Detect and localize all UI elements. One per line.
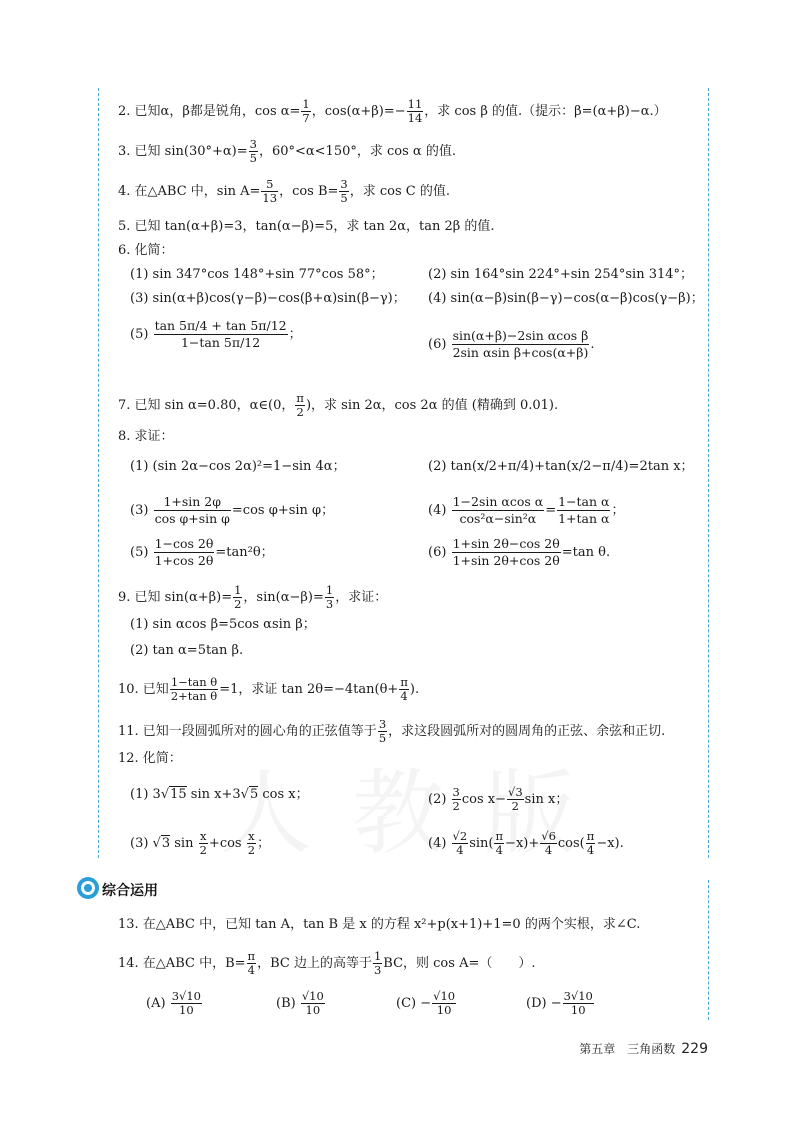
problem-8-item-5: (5) $\frac{1-\cos 2\theta}{1+\cos 2\theta}$ =tan²θ； [130, 536, 274, 568]
right-dashed-border [708, 88, 709, 858]
problem-6-item-6: (6) $\frac{\text{sin(α+β)−2sin αcos β}}{\text{2sin αsin β+cos(α+β)}}$ . [428, 328, 595, 360]
problem-6-title: 6. 化简： [118, 243, 174, 258]
problem-12-item-2: (2) $\frac{3}{2}$ cos x− $\frac{√3}{2}$ sin x； [428, 785, 569, 813]
problem-6-item-5: (5) $\frac{\tan 5\pi/4 + \tan 5\pi/12}{1-\tan 5\pi/12}$ ； [130, 318, 302, 350]
problem-11: 11. 已知一段圆弧所对的圆心角的正弦值等于 $\frac{3}{5}$ ，求这段圆弧所对的圆周角的正弦、余弦和正切. [118, 717, 666, 745]
problem-14: 14. 在△ABC 中，B= $\frac{\pi}{4}$ ，BC 边上的高等于 $\frac{1}{3}$ BC，则 cos A=（ ）. [118, 949, 536, 977]
problem-14-option-c[interactable]: (C) − $\frac{√10}{10}$ [396, 989, 456, 1017]
problem-9-item-2: (2) tan α=5tan β. [130, 643, 244, 658]
problem-4: 4. 在△ABC 中，sin A= $\frac{5}{13}$ ，cos B= $\frac{3}{5}$ ，求 cos C 的值. [118, 177, 451, 205]
problem-8-item-4: (4) $\frac{\text{1−2sin αcos α}}{\text{cos²α−sin²α}}$ = $\frac{\text{1−tan α}}{\text{1+tan α}}$ ； [428, 494, 625, 526]
section-target-icon [76, 876, 100, 900]
right-dashed-border-lower [708, 880, 709, 1020]
page-footer [579, 1040, 708, 1057]
problem-9: 9. 已知 sin(α+β)= $\frac{1}{2}$ ，sin(α−β)= $\frac{1}{3}$ ，求证： [118, 583, 388, 611]
problem-6-item-3: (3) sin(α+β)cos(γ−β)−cos(β+α)sin(β−γ)； [130, 291, 406, 306]
problem-12-item-4: (4) $\frac{√2}{4}$ sin( $\frac{\pi}{4}$ −x)+ $\frac{√6}{4}$ cos( $\frac{\pi}{4}$ −x). [428, 829, 624, 857]
problem-8-item-6: (6) $\frac{1+\sin 2\theta-\cos 2\theta}{1+\sin 2\theta+\cos 2\theta}$ =tan θ. [428, 536, 611, 568]
problem-5: 5. 已知 tan(α+β)=3，tan(α−β)=5，求 tan 2α，tan 2β 的值. [118, 219, 495, 234]
problem-12-item-1: (1) 3√15 sin x+3√5 cos x； [130, 787, 309, 802]
problem-7: 7. 已知 sin α=0.80，α∈(0， $\frac{\pi}{2}$ )，求 sin 2α，cos 2α 的值 (精确到 0.01). [118, 391, 559, 419]
page-number: 229 [681, 1041, 708, 1057]
problem-8-title: 8. 求证： [118, 429, 174, 444]
problem-8-item-3: (3) $\frac{1+\sin 2\varphi}{\text{cos φ+sin φ}}$ =cos φ+sin φ； [130, 494, 335, 526]
problem-8-item-1: (1) (sin 2α−cos 2α)²=1−sin 4α； [130, 459, 346, 474]
problem-9-item-1: (1) sin αcos β=5cos αsin β； [130, 617, 316, 632]
problem-2: 2. 已知α，β都是锐角，cos α= $\frac{1}{7}$ ，cos(α+β)=− $\frac{11}{14}$ ，求 cos β 的值.（提示：β=(α+β)−α.） [118, 97, 667, 125]
section-title: 综合运用 [102, 883, 158, 899]
problem-13: 13. 在△ABC 中，已知 tan A，tan B 是 x 的方程 x²+p(x+1)+1=0 的两个实根，求∠C. [118, 917, 641, 932]
problem-12-title: 12. 化简： [118, 751, 182, 766]
problem-10: 10. 已知 $\frac{\text{1−tan θ}}{\text{2+tan θ}}$ =1，求证 tan 2θ=−4tan(θ+ $\frac{\pi}{4}$ ). [118, 675, 420, 703]
problem-14-option-d[interactable]: (D) − $\frac{3√10}{10}$ [526, 989, 593, 1017]
problem-12-item-3: (3) √3 sin $\frac{x}{2}$ +cos $\frac{x}{2}$ ； [130, 829, 271, 857]
problem-3: 3. 已知 sin(30°+α)= $\frac{3}{5}$ ，60°<α<150°，求 cos α 的值. [118, 137, 456, 165]
left-dashed-border [98, 88, 99, 858]
problem-14-option-a[interactable]: (A) $\frac{3√10}{10}$ [146, 989, 201, 1017]
problem-6-item-2: (2) sin 164°sin 224°+sin 254°sin 314°； [428, 267, 694, 282]
problem-14-option-b[interactable]: (B) $\frac{√10}{10}$ [276, 989, 324, 1017]
problem-6-item-1: (1) sin 347°cos 148°+sin 77°cos 58°； [130, 267, 384, 282]
problem-6-item-4: (4) sin(α−β)sin(β−γ)−cos(α−β)cos(γ−β)； [428, 291, 704, 306]
problem-8-item-2: (2) tan(x/2+π/4)+tan(x/2−π/4)=2tan x； [428, 459, 694, 474]
chapter-title: 第五章 三角函数 [579, 1042, 676, 1056]
